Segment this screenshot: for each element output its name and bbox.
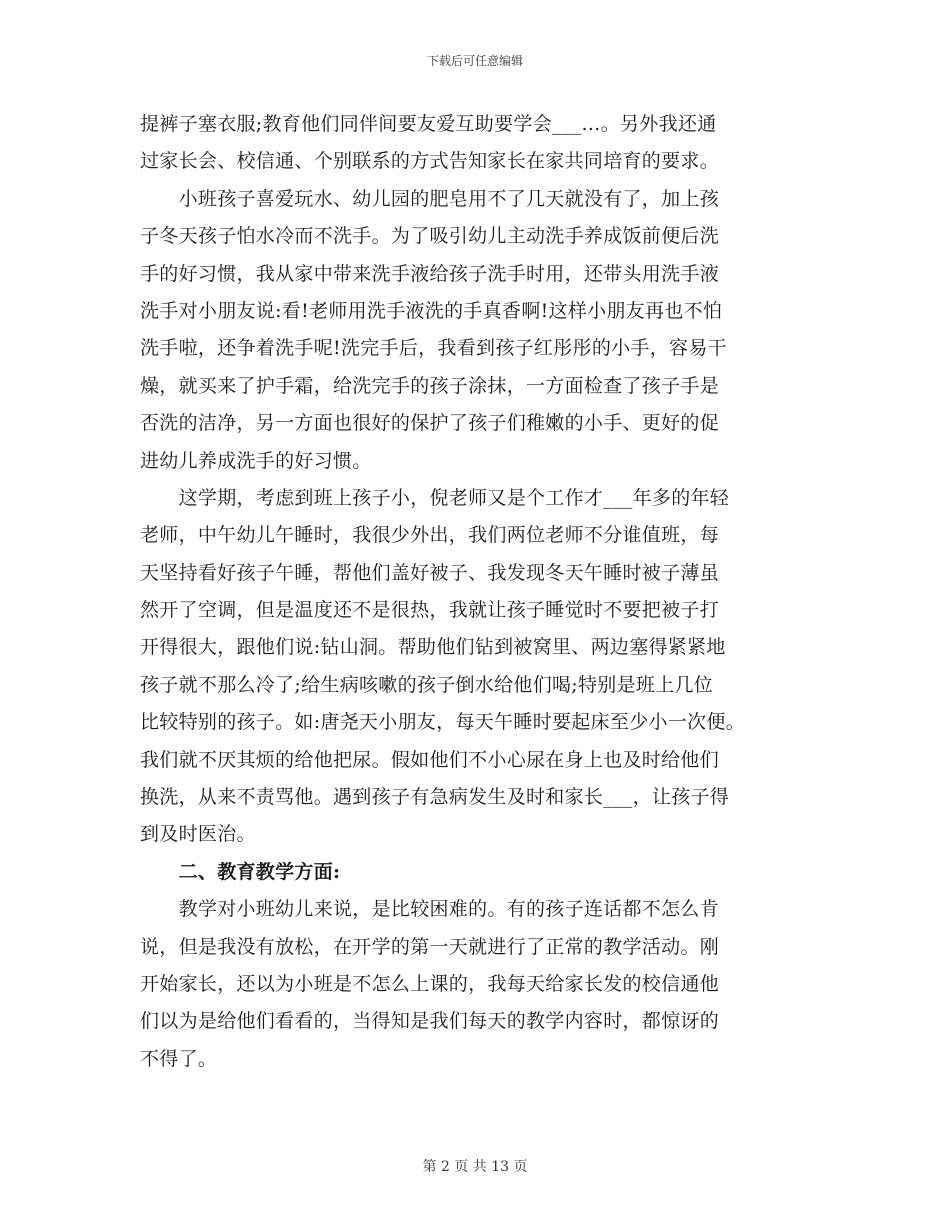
- text-line: 我们就不厌其烦的给他把尿。假如他们不小心尿在身上也及时给他们: [140, 748, 720, 771]
- text-line: 提裤子塞衣服;教育他们同伴间要友爱互助要学会___…。另外我还通: [140, 113, 717, 135]
- document-body: [140, 106, 820, 1078]
- page-footer: 第 2 页 共 13 页: [422, 1159, 528, 1175]
- text-line: 小班孩子喜爱玩水、幼儿园的肥皂用不了几天就没有了，加上孩: [140, 187, 720, 210]
- text-line: 进幼儿养成洗手的好习惯。: [140, 449, 372, 472]
- text-line: 洗手啦，还争着洗手呢!洗完手后，我看到孩子红彤彤的小手，容易干: [140, 337, 727, 360]
- text-line: 教学对小班幼儿来说，是比较困难的。有的孩子连话都不怎么肯: [140, 898, 720, 921]
- text-line: 这学期，考虑到班上孩子小，倪老师又是个工作才___年多的年轻: [140, 486, 730, 509]
- text-line: 否洗的洁净，另一方面也很好的保护了孩子们稚嫩的小手、更好的促: [140, 412, 720, 435]
- text-line: 老师，中午幼儿午睡时，我很少外出，我们两位老师不分谁值班，每: [140, 524, 720, 547]
- text-line: 子冬天孩子怕水冷而不洗手。为了吸引幼儿主动洗手养成饭前便后洗: [140, 225, 720, 248]
- text-line: 们以为是给他们看看的，当得知是我们每天的教学内容时，都惊讶的: [140, 1010, 720, 1033]
- text-line: 开得很大，跟他们说:钻山洞。帮助他们钻到被窝里、两边塞得紧紧地: [140, 636, 726, 659]
- text-line: 孩子就不那么冷了;给生病咳嗽的孩子倒水给他们喝;特别是班上几位: [140, 673, 714, 696]
- section-heading: 二、教育教学方面:: [140, 860, 341, 883]
- text-line: 过家长会、校信通、个别联系的方式告知家长在家共同培育的要求。: [140, 150, 720, 173]
- text-line: 燥，就买来了护手霜，给洗完手的孩子涂抹，一方面检查了孩子手是: [140, 374, 720, 397]
- page-header: 下载后可任意编辑: [426, 54, 523, 68]
- text-line: 到及时医治。: [140, 823, 256, 846]
- text-line: 说，但是我没有放松，在开学的第一天就进行了正常的教学活动。刚: [140, 935, 720, 958]
- text-line: 开始家长，还以为小班是不怎么上课的，我每天给家长发的校信通他: [140, 972, 720, 995]
- text-line: 比较特别的孩子。如:唐尧天小朋友，每天午睡时要起床至少小一次便。: [140, 711, 746, 734]
- text-line: 洗手对小朋友说:看!老师用洗手液洗的手真香啊!这样小朋友再也不怕: [140, 299, 723, 322]
- text-line: 手的好习惯，我从家中带来洗手液给孩子洗手时用，还带头用洗手液: [140, 262, 720, 285]
- text-line: 不得了。: [140, 1047, 218, 1070]
- text-line: 换洗，从来不责骂他。遇到孩子有急病发生及时和家长___，让孩子得: [140, 786, 730, 809]
- text-line: 天坚持看好孩子午睡，帮他们盖好被子、我发现冬天午睡时被子薄虽: [140, 561, 720, 584]
- text-line: 然开了空调，但是温度还不是很热，我就让孩子睡觉时不要把被子打: [140, 599, 720, 622]
